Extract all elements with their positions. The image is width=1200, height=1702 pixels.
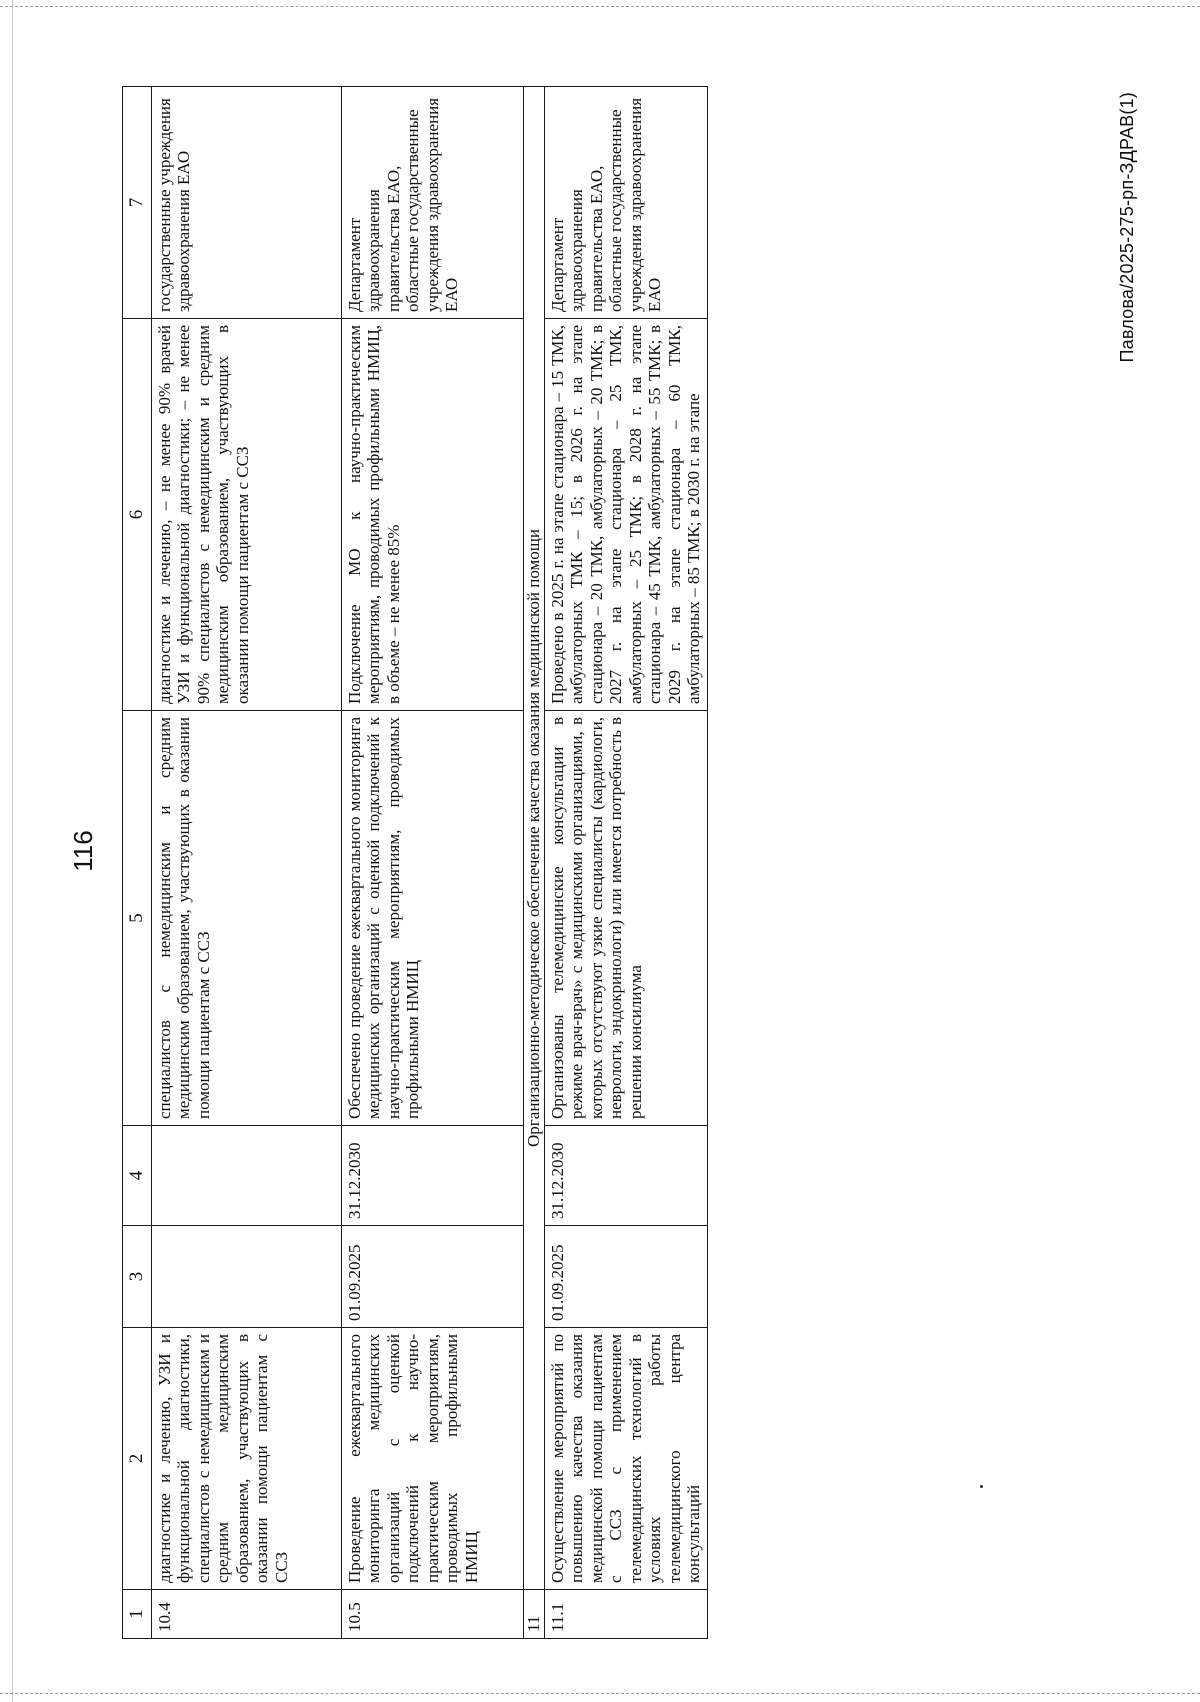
start-date-cell: 01.09.2025 bbox=[544, 1226, 707, 1328]
activity-cell: диагностике и лечению, УЗИ и функциональной диагностики, специалистов с немедицинским и средним медицинским образованием, участвующих в оказании помощи пациентам с ССЗ bbox=[151, 1328, 341, 1590]
activity-cell: Осуществление мероприятий по повышению качества оказания медицинской помощи пациентам с ССЗ с применением телемедицинских технологий в условиях работы телемедицинского центра консультаций bbox=[544, 1328, 707, 1590]
activity-cell: Проведение ежеквартального мониторинга медицинских организаций с оценкой подключений к научно-практическим мероприятиям, проводимых профильными НМИЦ bbox=[341, 1328, 523, 1590]
table-row-10-4 bbox=[151, 87, 341, 1639]
table-row-11-1 bbox=[544, 87, 707, 1639]
document-footer-code: Павлова/2025-275-рп-ЗДРАВ(1) bbox=[1117, 92, 1137, 363]
row-number: 11.1 bbox=[544, 1590, 707, 1639]
row-number: 10.5 bbox=[341, 1590, 523, 1639]
result-cell: Организованы телемедицинские консультации в режиме врач-врач» с медицинскими организациями, в которых отсутствуют узкие специалисты (кардиологи, неврологи, эндокринологи) или имеется потребность в решении консилиума bbox=[544, 711, 707, 1126]
responsible-cell: Департамент здравоохранения правительства ЕАО, областные государственные учреждения здравоохранения ЕАО bbox=[341, 87, 523, 319]
plan-table bbox=[122, 86, 708, 1639]
header-cell-2: 2 bbox=[123, 1328, 152, 1590]
indicator-cell: Проведено в 2025 г. на этапе стационара – 15 ТМК, амбулаторных ТМК – 15; в 2026 г. на этапе стационара – 20 ТМК, амбулаторных – 20 ТМК; в 2027 г. на этапе стационара – 25 ТМК, амбулаторных – 25 ТМК; в 2028 г. на этапе стационара – 45 ТМК, амбулаторных – 55 ТМК; в 2029 г. на этапе стационара – 60 ТМК, амбулаторных – 85 ТМК; в 2030 г. на этапе bbox=[544, 319, 707, 711]
header-cell-3: 3 bbox=[123, 1226, 152, 1328]
section-title: Организационно-методическое обеспечение качества оказания медицинской помощи bbox=[523, 87, 544, 1590]
header-cell-7: 7 bbox=[123, 87, 152, 319]
result-cell: Обеспечено проведение ежеквартального мониторинга медицинских организаций с оценкой подключений к научно-практическим мероприятиям, проводимых профильными НМИЦ bbox=[341, 711, 523, 1126]
header-cell-4: 4 bbox=[123, 1126, 152, 1226]
end-date-cell: 31.12.2030 bbox=[544, 1126, 707, 1226]
table-row-10-5 bbox=[341, 87, 523, 1639]
indicator-cell: диагностике и лечению, – не менее 90% врачей УЗИ и функциональной диагностики; – не менее 90% специалистов с немедицинским и средним медицинским образованием, участвующих в оказании помощи пациентам с ССЗ bbox=[151, 319, 341, 711]
start-date-cell bbox=[151, 1226, 341, 1328]
start-date-cell: 01.09.2025 bbox=[341, 1226, 523, 1328]
end-date-cell bbox=[151, 1126, 341, 1226]
responsible-cell: государственные учреждения здравоохранения ЕАО bbox=[151, 87, 341, 319]
page-number: 116 bbox=[68, 830, 98, 872]
section-row-11 bbox=[523, 87, 544, 1639]
scan-speck bbox=[980, 1485, 983, 1488]
result-cell: специалистов с немедицинским и средним медицинским образованием, участвующих в оказании помощи пациентам с ССЗ bbox=[151, 711, 341, 1126]
table-header-row bbox=[123, 87, 152, 1639]
responsible-cell: Департамент здравоохранения правительства ЕАО, областные государственные учреждения здравоохранения ЕАО bbox=[544, 87, 707, 319]
header-cell-5: 5 bbox=[123, 711, 152, 1126]
section-number: 11 bbox=[523, 1590, 544, 1639]
indicator-cell: Подключение МО к научно-практическим мероприятиям, проводимых профильными НМИЦ, в объеме – не менее 85% bbox=[341, 319, 523, 711]
header-cell-1: 1 bbox=[123, 1590, 152, 1639]
row-number: 10.4 bbox=[151, 1590, 341, 1639]
end-date-cell: 31.12.2030 bbox=[341, 1126, 523, 1226]
header-cell-6: 6 bbox=[123, 319, 152, 711]
